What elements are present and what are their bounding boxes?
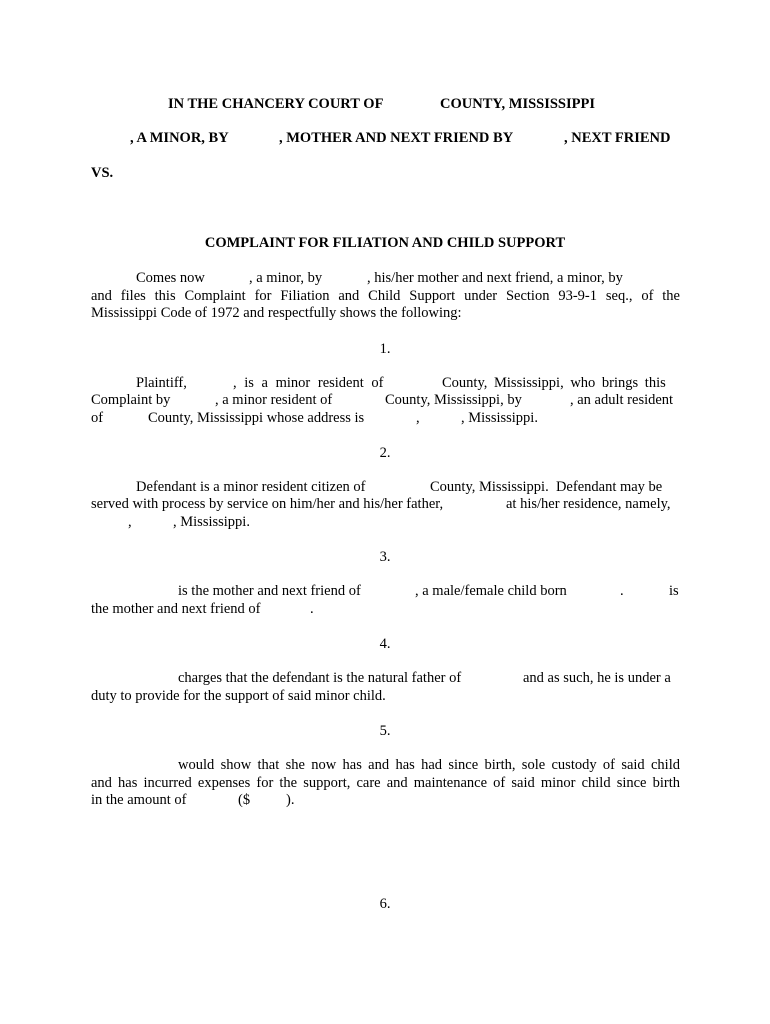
s3-l1-a: is the mother and next friend of (178, 583, 361, 599)
s2-l1-a: Defendant is a minor resident citizen of (136, 479, 366, 495)
s1-l2-a: Complaint by (91, 392, 171, 408)
intro-line1-a: Comes now (136, 270, 205, 286)
s1-l3-d: , Mississippi. (461, 410, 538, 426)
s4-l1-a: charges that the defendant is the natural father of (178, 670, 462, 686)
intro-line2: and files this Complaint for Filiation and Child Support under Section 93-9-1 seq., of the (91, 288, 680, 304)
section-number-3: 3. (379, 549, 391, 565)
s1-l2-b: , a minor resident of (215, 392, 333, 408)
s2-l1-b: County, Mississippi. Defendant may be (430, 479, 663, 495)
s5-l3-b: ($ (238, 792, 251, 808)
court-caption-county: COUNTY, MISSISSIPPI (440, 96, 595, 112)
s3-l2-b: . (310, 601, 314, 617)
s1-l3-c: , (416, 410, 420, 426)
s1-l1-c: County, Mississippi, who brings this (442, 375, 666, 391)
s1-l1-a: Plaintiff, (136, 375, 187, 391)
intro-line1-c: , his/her mother and next friend, a minor, by (367, 270, 623, 286)
s3-l1-b: , a male/female child born (415, 583, 567, 599)
s5-l2: and has incurred expenses for the support, care and maintenance of said minor child since birth (91, 775, 680, 791)
document-title: COMPLAINT FOR FILIATION AND CHILD SUPPORT (204, 235, 566, 251)
s4-l2: duty to provide for the support of said minor child. (91, 688, 386, 704)
section-number-1: 1. (379, 341, 391, 357)
s5-l1: would show that she now has and has had since birth, sole custody of said child (178, 757, 680, 773)
section-number-4: 4. (379, 636, 391, 652)
intro-line3: Mississippi Code of 1972 and respectfully shows the following: (91, 305, 462, 321)
s1-l2-d: , an adult resident (570, 392, 674, 408)
intro-line1-b: , a minor, by (249, 270, 323, 286)
party-mother: , MOTHER AND NEXT FRIEND BY (279, 130, 514, 146)
s5-l3-c: ). (286, 792, 295, 808)
s2-l2-b: at his/her residence, namely, (506, 496, 671, 512)
s2-l2-a: served with process by service on him/her and his/her father, (91, 496, 444, 512)
party-minor: , A MINOR, BY (130, 130, 229, 146)
s4-l1-b: and as such, he is under a (523, 670, 671, 686)
section-number-2: 2. (379, 445, 391, 461)
party-next-friend: , NEXT FRIEND (564, 130, 671, 146)
s5-l3-a: in the amount of (91, 792, 187, 808)
section-number-6: 6. (379, 896, 391, 912)
s3-l1-d: is (669, 583, 679, 599)
s3-l2-a: the mother and next friend of (91, 601, 261, 617)
s1-l2-c: County, Mississippi, by (385, 392, 522, 408)
s1-l1-b: , is a minor resident of (233, 375, 384, 391)
s2-l3-b: , Mississippi. (173, 514, 250, 530)
s1-l3-a: of (91, 410, 104, 426)
s2-l3-a: , (128, 514, 132, 530)
s3-l1-c: . (620, 583, 624, 599)
section-number-5: 5. (379, 723, 391, 739)
versus-label: VS. (91, 165, 114, 181)
court-caption-prefix: IN THE CHANCERY COURT OF (168, 96, 384, 112)
s1-l3-b: County, Mississippi whose address is (148, 410, 365, 426)
